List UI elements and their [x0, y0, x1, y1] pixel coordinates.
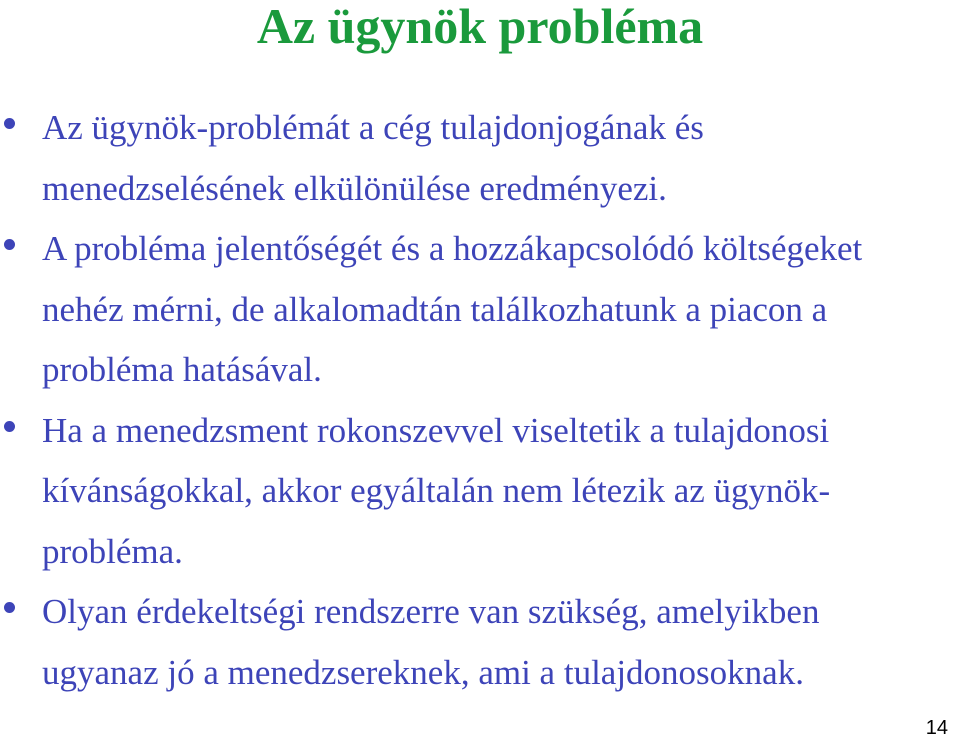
page-number: 14: [925, 717, 948, 739]
bullet-dot-icon: [4, 421, 15, 432]
bullet-text: Ha a menedzsment rokonszevvel viseltetik a tulajdonosi kívánságokkal, akkor egyáltalán nem létezik az ügynök-probléma.: [42, 410, 831, 571]
bullet-text: Az ügynök-problémát a cég tulajdonjogának és menedzselésének elkülönülése eredményezi.: [42, 108, 704, 208]
slide-title: Az ügynök probléma: [256, 0, 704, 54]
bullet-text: Olyan érdekeltségi rendszerre van szükség, amelyikben ugyanaz jó a menedzsereknek, ami a tulajdonosoknak.: [42, 592, 820, 692]
bullet-dot-icon: [4, 602, 15, 613]
bullet-dot-icon: [4, 239, 15, 250]
bullet-list: [0, 98, 960, 703]
bullet-item-3: [0, 401, 960, 583]
bullet-item-1: [0, 98, 960, 219]
bullet-item-4: [0, 582, 960, 703]
bullet-text: A probléma jelentőségét és a hozzákapcsolódó költségeket nehéz mérni, de alkalomadtán találkozhatunk a piacon a probléma hatásával.: [42, 229, 863, 389]
bullet-item-2: [0, 219, 960, 401]
bullet-dot-icon: [4, 118, 15, 129]
